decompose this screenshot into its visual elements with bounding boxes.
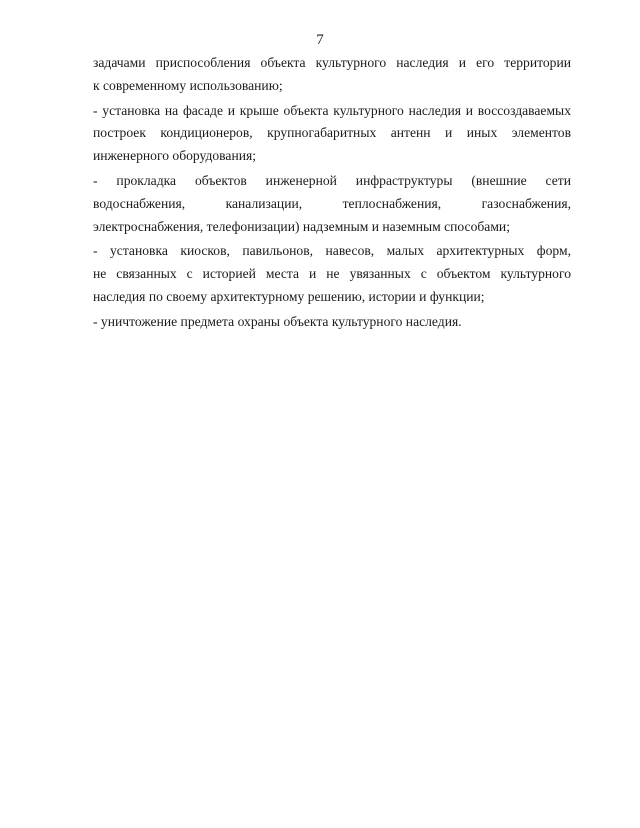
text-line-11: наследия по своему архитектурному решению, истории и функции; (93, 288, 485, 304)
text-line-3: - установка на фасаде и крыше объекта культурного наследия и воссоздаваемых (93, 102, 571, 118)
text-line-7: водоснабжения, канализации, теплоснабжения, газоснабжения, (93, 195, 571, 211)
text-line-12: - уничтожение предмета охраны объекта культурного наследия. (93, 313, 462, 329)
text-line-9: - установка киосков, павильонов, навесов, малых архитектурных форм, (93, 243, 571, 259)
text-line-2: к современному использованию; (93, 77, 283, 93)
text-line-10: не связанных с историей места и не увязанных с объектом культурного (93, 266, 571, 282)
text-line-6: - прокладка объектов инженерной инфраструктуры (внешние сети (93, 172, 571, 188)
text-line-5: инженерного оборудования; (93, 148, 257, 164)
document-body (93, 52, 571, 334)
text-line-8: электроснабжения, телефонизации) надземным и наземным способами; (93, 218, 510, 234)
text-line-1: задачами приспособления объекта культурного наследия и его территории (93, 55, 571, 70)
page-number: 7 (316, 32, 324, 48)
text-line-4: построек кондиционеров, крупногабаритных антенн и иных элементов (93, 125, 571, 141)
